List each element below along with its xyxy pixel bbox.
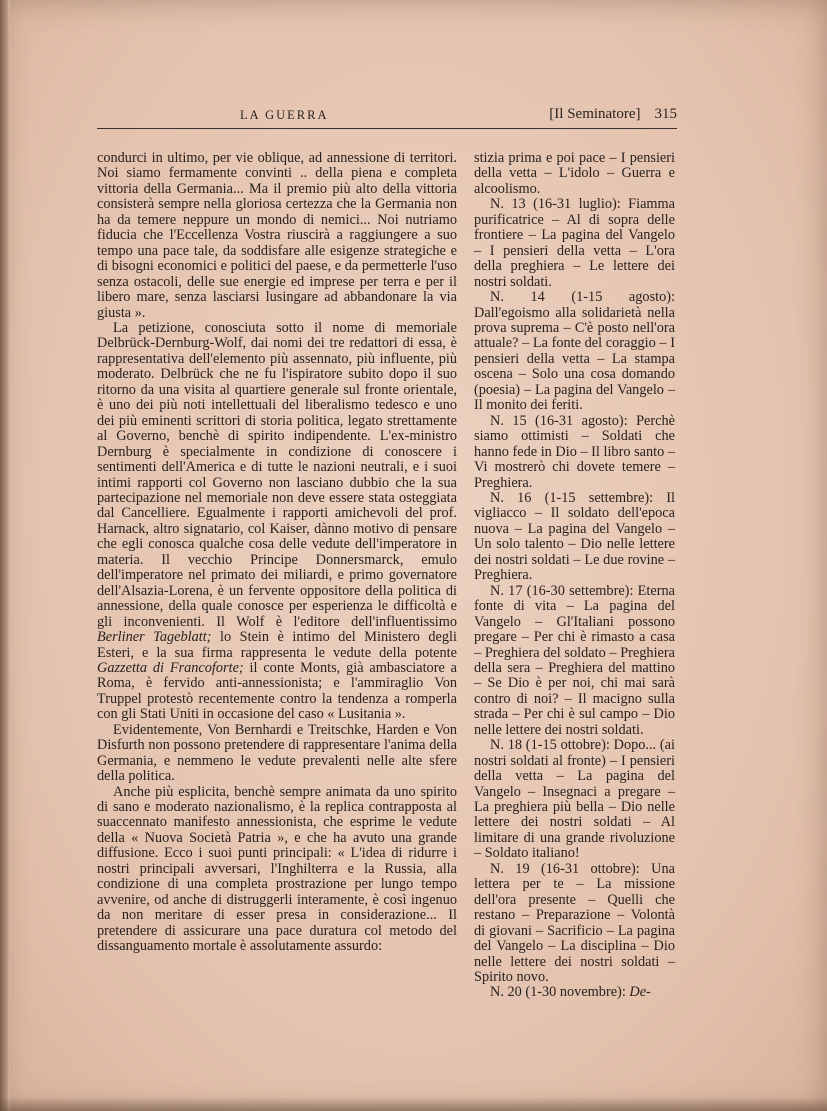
- running-header: [97, 106, 677, 128]
- section-name: [Il Seminatore]: [549, 106, 641, 122]
- running-title: LA GUERRA: [240, 108, 329, 122]
- book-spine-shadow: [0, 0, 10, 1111]
- list-item: stizia prima e poi pace – I pensieri della vetta – L'idolo – Guerra e alcoolismo.: [474, 150, 675, 197]
- left-column: [97, 151, 457, 955]
- italic-title: Berliner Tageblatt;: [97, 629, 212, 646]
- paragraph: Anche più esplicita, benchè sempre animata da uno spirito di sano e moderato nazionalismo, è la replica contrapposta al suaccennato manifesto annessionista, che esprime le vedute della « Nuova Società Patria », e che ha avuto una grande diffusione. Ecco i suoi punti principali: « L'idea di ridurre i nostri principali avversari, l'Inghilterra e la Russia, alla condizione di una completa prostrazione per lungo tempo avvenire, od anche di distruggerli interamente, è così ingenuo da non meritare di esser presa in considerazione... Il pretendere di assicurare una pace duratura col metodo del dissanguamento mortale è assolutamente assurdo:: [97, 783, 457, 955]
- list-item: N. 20 (1-30 novembre): De-: [490, 984, 651, 1001]
- list-item: N. 18 (1-15 ottobre): Dopo... (ai nostri soldati al fronte) – I pensieri della vetta – La pagina del Vangelo – Insegnaci a pregare – La preghiera più bella – Dio nelle lettere dei nostri soldati – Al limitare di una grande rivoluzione – Soldato italiano!: [474, 737, 675, 862]
- list-item: N. 17 (16-30 settembre): Eterna fonte di vita – La pagina del Vangelo – Gl'Italiani possono pregare – Per chi è rimasto a casa – Preghiera del soldato – Preghiera della sera – Preghiera del mattino – Se Dio è per noi, chi mai sarà contro di noi? – Il macigno sulla strada – Per chi è sul campo – Dio nelle lettere dei nostri soldati.: [474, 582, 675, 738]
- list-item: N. 14 (1-15 agosto): Dall'egoismo alla solidarietà nella prova suprema – C'è posto nell'ora attuale? – La fonte del coraggio – I pensieri della vetta – La stampa oscena – Solo una cosa domando (poesia) – La pagina del Vangelo – Il monito dei feriti.: [474, 289, 675, 414]
- page-bottom-edge: [0, 1097, 827, 1111]
- list-item: N. 16 (1-15 settembre): Il vigliacco – Il soldato dell'epoca nuova – La pagina del Vangelo – Un solo talento – Dio nelle lettere dei nostri soldati – Le due rovine – Preghiera.: [474, 489, 675, 584]
- header-rule: [97, 128, 677, 129]
- list-item: N. 19 (16-31 ottobre): Una lettera per te – La missione dell'ora presente – Quelli che restano – Preparazione – Volontà di giovani – Sacrificio – La pagina del Vangelo – La disciplina – Dio nelle lettere dei nostri soldati – Spirito novo.: [474, 860, 675, 986]
- right-column: [474, 151, 675, 1001]
- page-number: 315: [654, 106, 677, 122]
- italic-title: Gazzetta di Francoforte;: [97, 659, 244, 676]
- list-item: N. 13 (16-31 luglio): Fiamma purificatrice – Al di sopra delle frontiere – La pagina del Vangelo – I pensieri della vetta – L'ora della preghiera – Le lettere dei nostri soldati.: [474, 196, 675, 290]
- paragraph: condurci in ultimo, per vie oblique, ad annessione di territori. Noi siamo fermamente convinti .. della piena e completa vittoria della Germania... Ma il premio più alto della vittoria consisterà sempre nella gloriosa certezza che la Germania non ha da temere neppure un mondo di nemici... Noi nutriamo fiducia che l'Eccellenza Vostra riuscirà a raggiungere a suo tempo una pace tale, da soddisfare alle esigenze strategiche e di bisogni economici e politici del paese, e da permetterle l'uso senza ostacoli, delle sue energie ed imprese per terra e per il libero mare, senza lasciarsi lusingare ad abbandonare la via giusta ».: [97, 150, 457, 321]
- paragraph: Evidentemente, Von Bernhardi e Treitschke, Harden e Von Disfurth non possono pretendere di rappresentare l'anima della Germania, e nemmeno le vedute prevalenti nelle alte sfere della politica.: [97, 721, 457, 785]
- list-item: N. 15 (16-31 agosto): Perchè siamo ottimisti – Soldati che hanno fede in Dio – Il libro santo – Vi mostrerò chi dovete temere – Preghiera.: [474, 412, 675, 491]
- paragraph: La petizione, conosciuta sotto il nome di memoriale Delbrück-Dernburg-Wolf, dai nomi dei tre redattori di essa, è rappresentativa dell'elemento più assennato, più influente, più moderato. Delbrück che ne fu l'ispiratore subito dopo il suo ritorno da una visita al quartiere generale sul fronte orientale, è uno dei più noti intellettuali del liberalismo tedesco e uno dei più eminenti scrittori di storia politica, legato strettamente al Governo, benchè di spirito indipendente. L'ex-ministro Dernburg è specialmente in condizione di conoscere i sentimenti dell'America e di tutte le nazioni neutrali, e i suoi intimi rapporti col Governo non lasciano dubbio che la sua partecipazione nel memoriale non deve essere stata osteggiata dal Cancelliere. Egualmente i rapporti amichevoli del prof. Harnack, altro signatario, col Kaiser, dànno motivo di pensare che egli conosca qualche cosa delle vedute dell'imperatore in materia. Il vecchio Principe Donnersmarck, emulo dell'imperatore nel primato dei miliardi, e primo governatore dell'Alsazia-Lorena, è un fervente oppositore della politica di annessione, della quale conosce per esperienza le difficoltà e gli inconvenienti. Il Wolf è l'editore dell'influentissimo Berliner Tageblatt; lo Stein è intimo del Ministero degli Esteri, e la sua firma rappresenta le vedute della potente Gazzetta di Francoforte; il conte Monts, già ambasciatore a Roma, è fervido anti-annessionista; e l'ammiraglio Von Truppel protestò recentemente contro la tendenza a romperla con gli Stati Uniti in occasione del caso « Lusitania ».: [97, 319, 457, 723]
- header-right: [549, 106, 677, 123]
